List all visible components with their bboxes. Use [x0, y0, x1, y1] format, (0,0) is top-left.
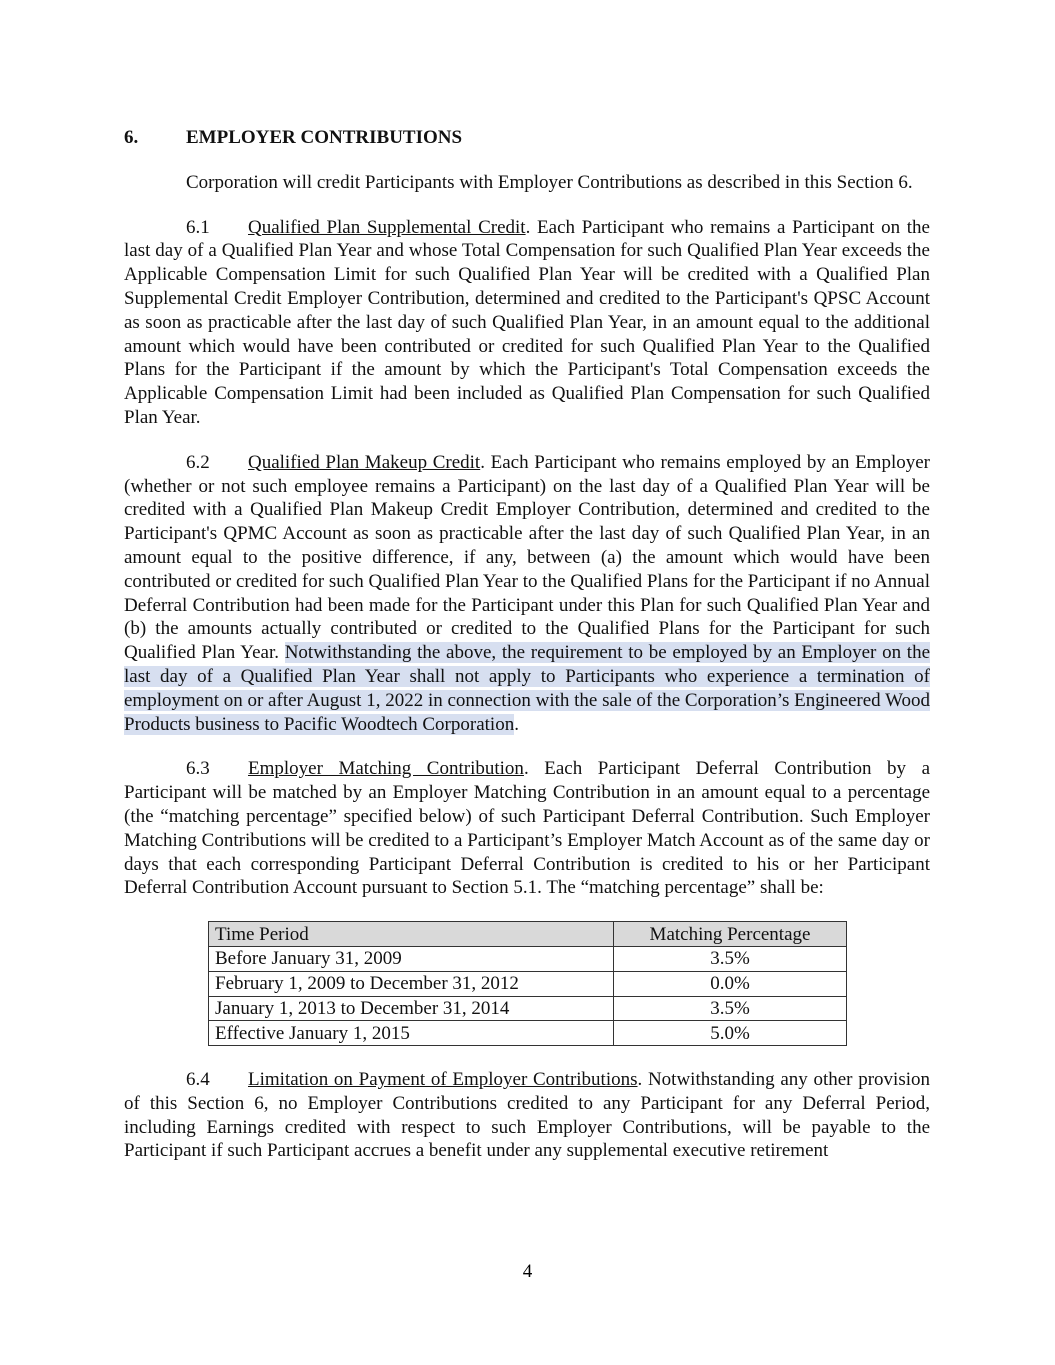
matching-percentage-cell: 3.5%: [614, 996, 847, 1021]
section-6-2-number: 6.2: [186, 451, 210, 473]
table-row: [209, 971, 847, 996]
section-6-3-text: . Each Participant Deferral Contribution by a Participant will be matched by an Employer Matching Contribution in an amount equal to a percentage (the “matching percentage” specified below) of such Participant Deferral Contribution. Such Employer Matching Contributions will be credited to a Participant’s Employer Match Account as of the same day or days that each corresponding Participant Deferral Contribution is credited to his or her Participant Deferral Contribution Account pursuant to Section 5.1. The “matching percentage” shall be:: [124, 758, 930, 899]
table-row: [209, 1021, 847, 1046]
table-row: [209, 996, 847, 1021]
header-time-period: Time Period: [209, 922, 614, 947]
time-period-cell: February 1, 2009 to December 31, 2012: [209, 971, 614, 996]
document-page: [124, 126, 930, 1163]
table-header-row: [209, 922, 847, 947]
section-6-3-number: 6.3: [186, 758, 210, 780]
matching-percentage-cell: 5.0%: [614, 1021, 847, 1046]
time-period-cell: Effective January 1, 2015: [209, 1021, 614, 1046]
matching-percentage-table: [208, 921, 847, 1046]
header-matching-percentage: Matching Percentage: [614, 922, 847, 947]
page-number: 4: [522, 1261, 533, 1282]
section-6-3: [124, 757, 930, 900]
section-6-1-text: . Each Participant who remains a Participant on the last day of a Qualified Plan Year and whose Total Compensation for such Qualified Plan Year exceeds the Applicable Compensation Limit for such Qualified Plan Year will be credited with a Qualified Plan Supplemental Credit Employer Contribution, determined and credited to the Participant's QPSC Account as soon as practicable after the last day of such Qualified Plan Year, in an amount equal to the additional amount which would have been contributed or credited for such Qualified Plan Year to the Qualified Plans for the Participant if the amount by which the Participant's Total Compensation exceeds the Applicable Compensation Limit had been included as Qualified Plan Compensation for such Qualified Plan Year.: [124, 216, 930, 428]
section-6-2-caption: Qualified Plan Makeup Credit: [248, 451, 481, 473]
section-6-1-number: 6.1: [186, 216, 210, 238]
section-6-1: [124, 216, 930, 430]
section-title: EMPLOYER CONTRIBUTIONS: [186, 127, 463, 148]
table-row: [209, 946, 847, 971]
section-6-1-caption: Qualified Plan Supplemental Credit: [248, 216, 526, 238]
section-6-2-end: .: [514, 713, 519, 735]
section-6-2: [124, 451, 930, 737]
section-6-4-text: . Notwithstanding any other provision of this Section 6, no Employer Contributions credited to any Participant for any Deferral Period, including Earnings credited with respect to such Employer Contributions, will be payable to the Participant if such Participant accrues a benefit under any supplemental executive retirement: [124, 1069, 930, 1162]
matching-percentage-cell: 0.0%: [614, 971, 847, 996]
section-6-4-number: 6.4: [186, 1069, 210, 1091]
section-6-2-highlighted-text[interactable]: Notwithstanding the above, the requirement to be employed by an Employer on the last day of a Qualified Plan Year shall not apply to Participants who experience a termination of employment on or after August 1, 2022 in connection with the sale of the Corporation’s Engineered Wood Products business to Pacific Woodtech Corporation: [124, 642, 931, 735]
intro-paragraph: Corporation will credit Participants with Employer Contributions as described in this Section 6.: [186, 171, 913, 193]
section-6-4: [124, 1068, 930, 1163]
time-period-cell: Before January 31, 2009: [209, 946, 614, 971]
section-6-2-text: . Each Participant who remains employed by an Employer (whether or not such employee remains a Participant) on the last day of a Qualified Plan Year will be credited with a Qualified Plan Makeup Credit Employer Contribution, determined and credited to the Participant's QPMC Account as soon as practicable after the last day of such Qualified Plan Year, in an amount equal to the positive difference, if any, between (a) the amount which would have been contributed or credited for such Qualified Plan Year to the Qualified Plans for the Participant if no Annual Deferral Contribution had been made for the Participant under this Plan for such Qualified Plan Year and (b) the amounts actually contributed or credited to the Qualified Plans for the Participant for such Qualified Plan Year.: [124, 451, 930, 664]
time-period-cell: January 1, 2013 to December 31, 2014: [209, 996, 614, 1021]
section-number: 6.: [124, 127, 139, 148]
section-6-3-caption: Employer Matching Contribution: [248, 758, 524, 780]
matching-percentage-cell: 3.5%: [614, 946, 847, 971]
section-6-4-caption: Limitation on Payment of Employer Contributions: [248, 1069, 638, 1091]
section-heading: [124, 126, 930, 150]
